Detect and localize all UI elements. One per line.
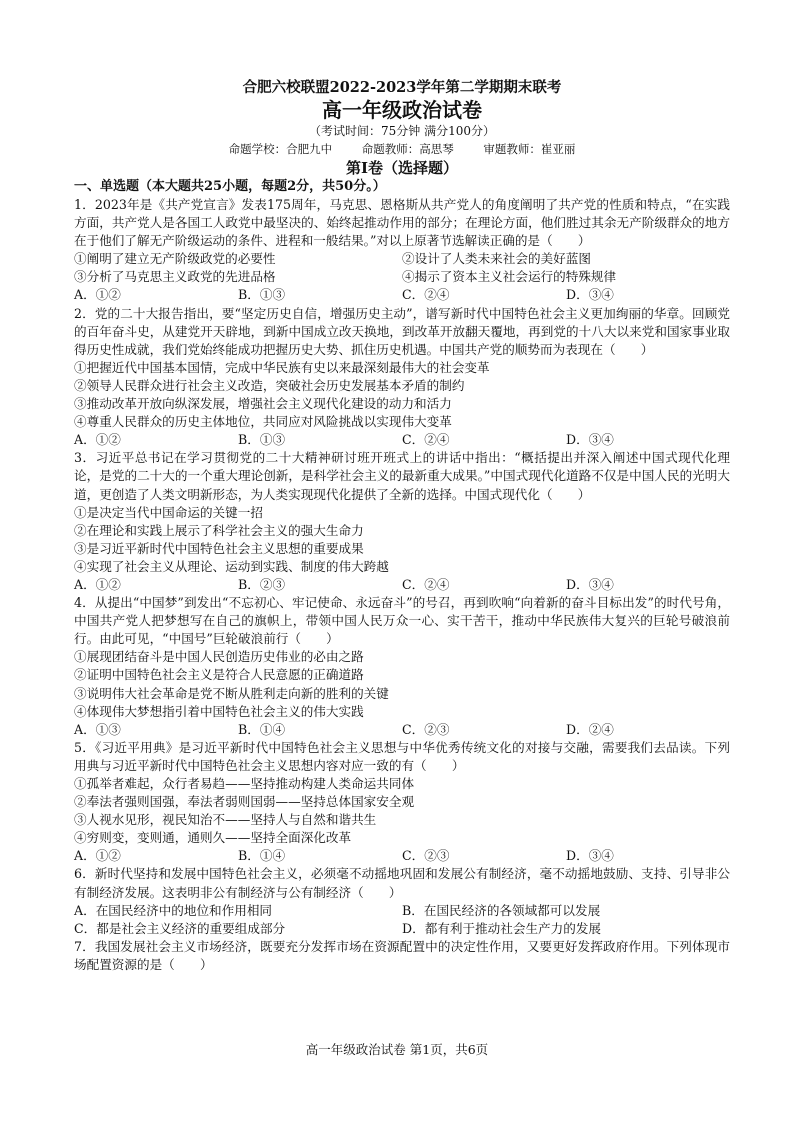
choice-d: D．③④: [566, 287, 614, 303]
choice-d: D．都有利于推动社会生产力的发展: [402, 920, 602, 936]
choice-b: B．①④: [238, 848, 286, 864]
statement: ④体现伟大梦想指引着中国特色社会主义的伟大实践: [74, 703, 364, 719]
statement: ①是决定当代中国命运的关键一招: [74, 504, 263, 520]
question-stem: 3．习近平总书记在学习贯彻党的二十大精神研讨班开班式上的讲话中指出：“概括提出并深入阐述中国式现代化理论，是党的二十大的一个重大理论创新，是科学社会主义的最新重大成果。”中国式现代化道路不仅是中国人民的光明大道，更创造了人类文明新形态，为人类实现现代化提供了全新的选择。中国式现代化（ ）: [74, 450, 730, 502]
question-3: [74, 449, 730, 594]
reviewer-credit: 审题教师：崔亚丽: [483, 142, 576, 156]
choice-row: [74, 902, 730, 920]
statement: ③说明伟大社会革命是党不断从胜利走向新的胜利的关键: [74, 685, 389, 701]
statement: ②设计了人类未来社会的美好蓝图: [402, 251, 591, 267]
choice-c: C．②③: [402, 848, 450, 864]
statement: ②证明中国特色社会主义是符合人民意愿的正确道路: [74, 667, 364, 683]
choice-c: C．都是社会主义经济的重要组成部分: [74, 920, 286, 936]
choice-c: C．②③: [402, 721, 450, 737]
question-7: [74, 938, 730, 974]
question-stem: 1．2023年是《共产党宣言》发表175周年，马克思、恩格斯从共产党人的角度阐明了共产党的性质和特点，“在实践方面，共产党人是各国工人政党中最坚决的、始终起推动作用的部分；在理论方面，他们胜过其余无产阶级群众的地方在于他们了解无产阶级运动的条件、进程和一般结果。”对以上原著节选解读正确的是（ ）: [74, 197, 730, 249]
statement: ④实现了社会主义从理论、运动到实践、制度的伟大跨越: [74, 558, 389, 574]
statement: ③推动改革开放向纵深发展，增强社会主义现代化建设的动力和活力: [74, 396, 452, 412]
choice-d: D．③④: [566, 432, 614, 448]
choice-d: D．②④: [566, 721, 614, 737]
exam-title: 合肥六校联盟2022-2023学年第二学期期末联考: [242, 79, 562, 96]
choice-a: A．①②: [74, 576, 121, 592]
school-credit: 命题学校：合肥九中: [228, 142, 333, 156]
question-6: [74, 865, 730, 937]
choice-d: D．③④: [566, 576, 614, 592]
page-footer: 高一年级政治试卷 第1页，共6页: [305, 1042, 489, 1057]
exam-credits: [74, 140, 730, 158]
statement: ③是习近平新时代中国特色社会主义思想的重要成果: [74, 540, 364, 556]
exam-page: [74, 76, 730, 974]
statement: ①展现团结奋斗是中国人民创造历史伟业的必由之路: [74, 649, 364, 665]
choice-a: A．①②: [74, 848, 121, 864]
statement: ④尊重人民群众的历史主体地位，共同应对风险挑战以实现伟大变革: [74, 414, 452, 430]
question-1: [74, 196, 730, 305]
question-4: [74, 594, 730, 739]
statement: ③人视水见形，视民知治不——坚持人与自然和谐共生: [74, 812, 377, 828]
question-stem: 6．新时代坚持和发展中国特色社会主义，必须毫不动摇地巩固和发展公有制经济，毫不动摇地鼓励、支持、引导非公有制经济发展。这表明非公有制经济与公有制经济（ ）: [74, 866, 730, 900]
question-5: [74, 739, 730, 866]
statement: ①孤举者难起，众行者易趋——坚持推动构建人类命运共同体: [74, 776, 415, 791]
choice-b: B．在国民经济的各领域都可以发展: [402, 902, 601, 918]
choice-row: [74, 576, 730, 594]
question-stem: 4．从提出“中国梦”到发出“不忘初心、牢记使命、永远奋斗”的号召，再到吹响“向着新的奋斗目标出发”的时代号角，中国共产党人把梦想写在自己的旗帜上，带领中国人民万众一心、实干苦干，推动中华民族伟大复兴的巨轮号破浪前行。由此可见，“中国号”巨轮破浪前行（ ）: [74, 595, 730, 647]
choice-row: [74, 431, 730, 449]
choice-c: C．②④: [402, 576, 450, 592]
statement: ①阐明了建立无产阶级政党的必要性: [74, 251, 276, 267]
author-credit: 命题教师：高思琴: [361, 142, 454, 156]
choice-row: [74, 920, 730, 938]
choice-b: B．①③: [238, 432, 286, 448]
statement: ②奉法者强则国强，奉法者弱则国弱——坚持总体国家安全观: [74, 794, 415, 810]
choice-b: B．②③: [238, 576, 286, 592]
statement-row: [74, 250, 730, 268]
choice-c: C．②④: [402, 287, 450, 303]
choice-row: [74, 721, 730, 739]
statement: ①把握近代中国基本国情，完成中华民族有史以来最深刻最伟大的社会变革: [74, 359, 490, 375]
question-2: [74, 305, 730, 450]
paper-title: 高一年级政治试卷: [322, 98, 482, 122]
choice-row: [74, 847, 730, 865]
statement: ③分析了马克思主义政党的先进品格: [74, 269, 276, 285]
statement: ②领导人民群众进行社会主义改造，突破社会历史发展基本矛盾的制约: [74, 377, 465, 393]
question-stem: 5．《习近平用典》是习近平新时代中国特色社会主义思想与中华优秀传统文化的对接与交融，需要我们去品读。下列用典与习近平新时代中国特色社会主义思想内容对应一致的有（ ）: [74, 739, 730, 773]
choice-b: B．①③: [238, 287, 286, 303]
question-stem: 7．我国发展社会主义市场经济，既要充分发挥市场在资源配置中的决定性作用，又要更好发挥政府作用。下列体现市场配置资源的是（ ）: [74, 938, 730, 972]
statement-row: [74, 268, 730, 286]
question-stem: 2．党的二十大报告指出，要“坚定历史自信，增强历史主动”，谱写新时代中国特色社会主义更加绚丽的华章。回顾党的百年奋斗史，从建党开天辟地，到新中国成立改天换地，到改革开放翻天覆地，再到党的十八大以来党和国家事业取得历史性成就，我们党始终能成功把握历史大势、抓住历史机遇。中国共产党的顺势而为表现在（ ）: [74, 305, 730, 357]
statement: ④穷则变，变则通，通则久——坚持全面深化改革: [74, 830, 352, 846]
choice-b: B．①④: [238, 721, 286, 737]
part-title: 第Ⅰ卷（选择题）: [345, 159, 459, 177]
choice-a: A．①②: [74, 432, 121, 448]
section-title: 一、单选题（本大题共25小题，每题2分，共50分。）: [74, 179, 386, 194]
statement: ②在理论和实践上展示了科学社会主义的强大生命力: [74, 522, 364, 538]
choice-a: A．在国民经济中的地位和作用相同: [74, 902, 273, 918]
choice-a: A．①②: [74, 287, 121, 303]
choice-a: A．①③: [74, 721, 121, 737]
exam-info: （考试时间：75分钟 满分100分）: [309, 124, 495, 138]
choice-d: D．③④: [566, 848, 614, 864]
choice-c: C．②④: [402, 432, 450, 448]
statement: ④揭示了资本主义社会运行的特殊规律: [402, 269, 617, 285]
choice-row: [74, 286, 730, 304]
